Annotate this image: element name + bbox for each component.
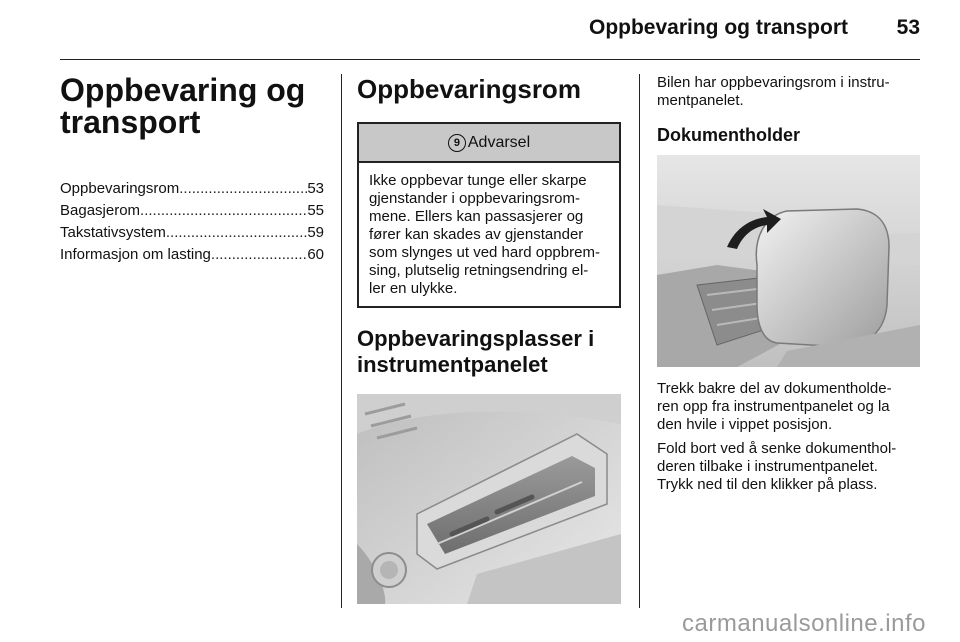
- table-of-contents: [60, 178, 324, 266]
- instruction-line: ren opp fra instrumentpanelet og la: [657, 398, 890, 415]
- warning-text: [359, 163, 619, 306]
- toc-leader-dots: [166, 222, 307, 244]
- warning-icon: 9: [448, 134, 466, 152]
- warning-line: ler en ulykke.: [369, 280, 458, 297]
- toc-entry[interactable]: [60, 222, 324, 244]
- toc-leader-dots: [211, 244, 307, 266]
- warning-title: Advarsel: [467, 133, 531, 151]
- intro-line: mentpanelet.: [657, 92, 744, 109]
- warning-line: Ikke oppbevar tunge eller skarpe: [369, 172, 587, 189]
- toc-entry-title: Informasjon om lasting: [60, 246, 211, 263]
- subsection-heading-line-2: instrumentpanelet: [357, 352, 548, 377]
- document-holder-heading: Dokumentholder: [657, 125, 801, 145]
- chapter-column: [60, 74, 324, 266]
- warning-header: [359, 124, 619, 163]
- instruction-line: Trekk bakre del av dokumentholde-: [657, 380, 892, 397]
- document-holder-illustration: [657, 155, 920, 367]
- toc-entry[interactable]: [60, 178, 324, 200]
- toc-entry-page: 59: [307, 224, 324, 241]
- instruction-line: den hvile i vippet posisjon.: [657, 416, 833, 433]
- toc-entry-title: Takstativsystem: [60, 224, 166, 241]
- intro-paragraph: [657, 74, 920, 110]
- warning-line: fører kan skades av gjenstander: [369, 226, 584, 243]
- instruction-line: Trykk ned til den klikker på plass.: [657, 476, 878, 493]
- toc-leader-dots: [140, 200, 307, 222]
- warning-line: mene. Ellers kan passasjerer og: [369, 208, 584, 225]
- toc-entry-page: 53: [307, 180, 324, 197]
- instruction-paragraph-1: [657, 380, 920, 434]
- subsection-heading-line-1: Oppbevaringsplasser i: [357, 326, 595, 351]
- subsection-heading: [357, 326, 621, 378]
- running-header-title: Oppbevaring og transport: [588, 16, 848, 39]
- instruction-line: Fold bort ved å senke dokumenthol-: [657, 440, 897, 457]
- watermark: carmanualsonline.info: [682, 610, 926, 637]
- header-rule: [60, 59, 920, 60]
- toc-entry-page: 55: [307, 202, 324, 219]
- column-divider-2: [639, 74, 640, 608]
- chapter-title-line-2: transport: [60, 104, 201, 140]
- warning-line: som slynges ut ved hard oppbrem-: [369, 244, 600, 261]
- document-holder-column: [657, 74, 920, 494]
- instruction-paragraph-2: [657, 440, 920, 494]
- chapter-title-line-1: Oppbevaring og: [60, 72, 306, 108]
- warning-line: gjenstander i oppbevaringsrom-: [369, 190, 580, 207]
- toc-entry-title: Bagasjerom: [60, 202, 141, 219]
- warning-line: sing, plutselig retningsendring el-: [369, 262, 589, 279]
- storage-column: [357, 74, 621, 604]
- glovebox-illustration: [357, 394, 621, 604]
- toc-entry-page: 60: [307, 246, 324, 263]
- column-divider-1: [341, 74, 342, 608]
- chapter-title: [60, 74, 324, 138]
- instruction-line: deren tilbake i instrumentpanelet.: [657, 458, 878, 475]
- page-number: 53: [896, 16, 920, 39]
- toc-leader-dots: [179, 178, 307, 200]
- warning-box: [357, 122, 621, 308]
- intro-line: Bilen har oppbevaringsrom i instru-: [657, 74, 890, 91]
- section-heading: Oppbevaringsrom: [357, 74, 581, 104]
- toc-entry[interactable]: [60, 200, 324, 222]
- toc-entry-title: Oppbevaringsrom: [60, 180, 180, 197]
- toc-entry[interactable]: [60, 244, 324, 266]
